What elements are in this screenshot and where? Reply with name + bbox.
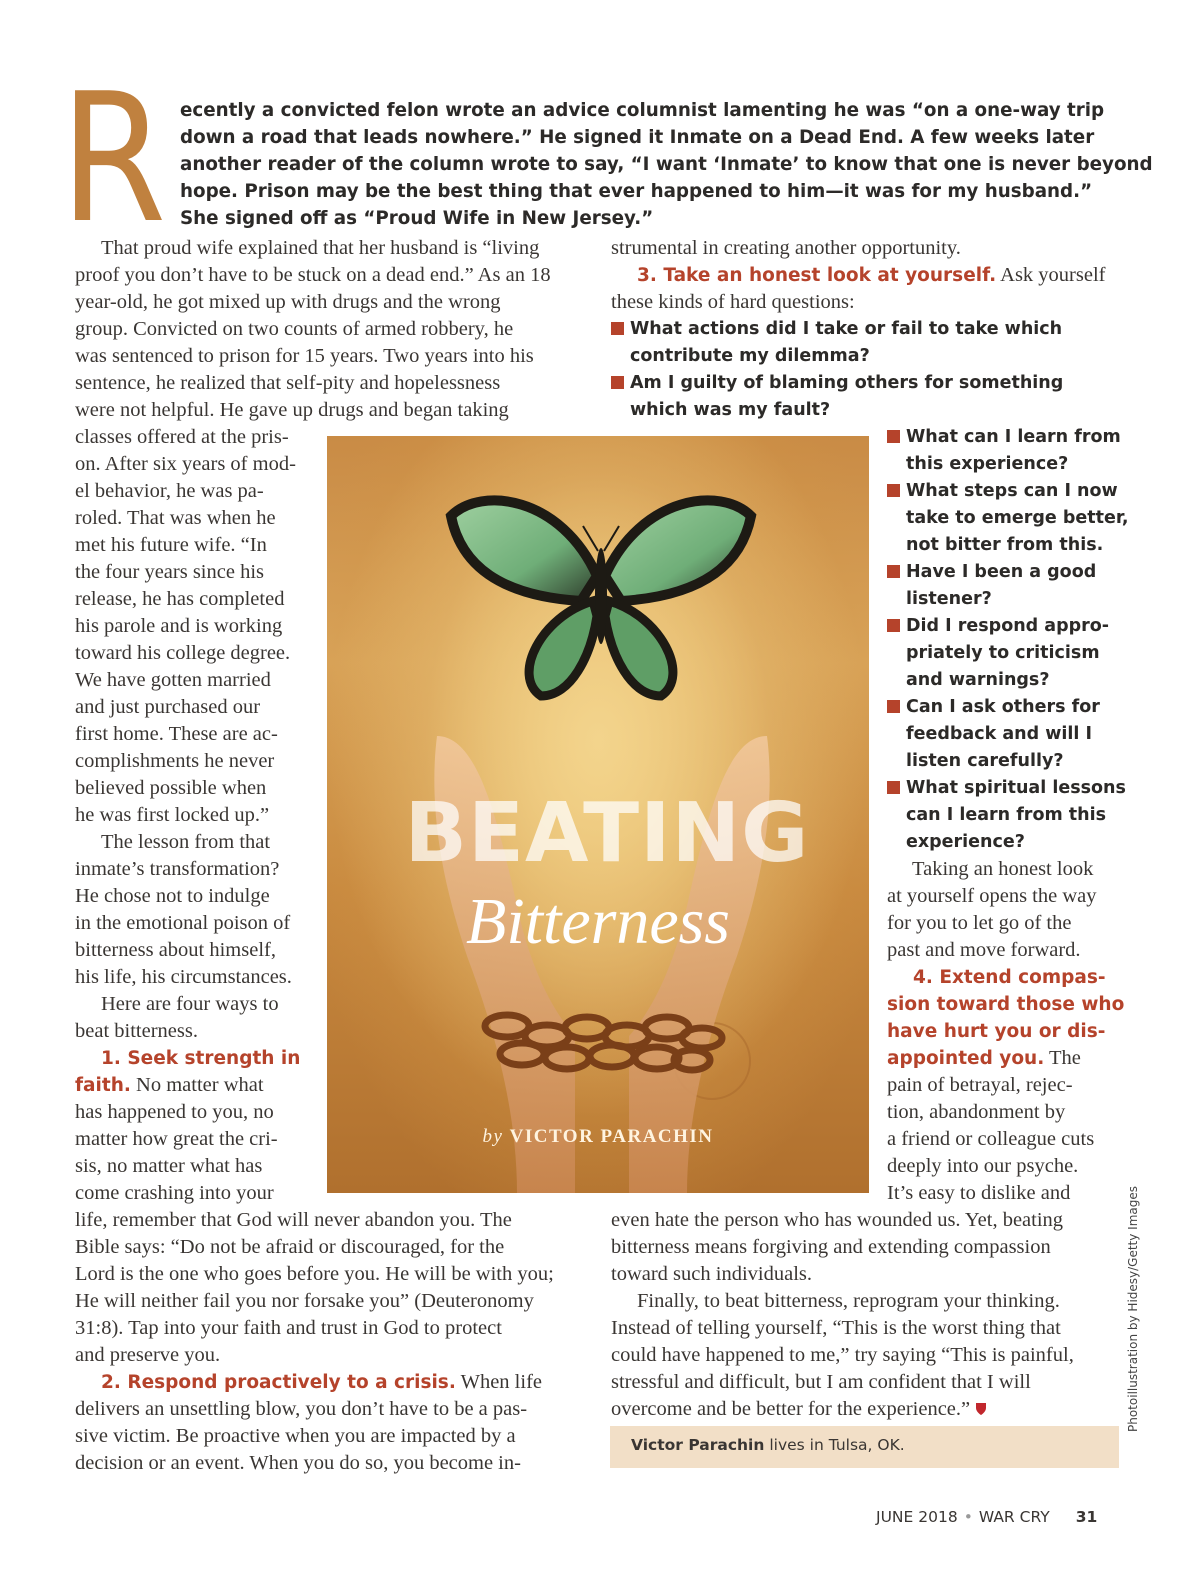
bullet-square-icon	[887, 700, 900, 713]
bio-name: Victor Parachin	[631, 1436, 765, 1454]
bullet-item: What can I learn from	[887, 424, 1129, 451]
text-line: classes offered at the pris-	[75, 426, 289, 448]
text-line: stressful and difficult, but I am confident that I will	[611, 1371, 1031, 1393]
text-line: beat bitterness.	[75, 1020, 198, 1042]
author-name: VICTOR PARACHIN	[509, 1126, 714, 1147]
bullet-item-cont: listener?	[906, 589, 992, 609]
issue-date: JUNE 2018	[876, 1508, 958, 1526]
intro-line: ecently a convicted felon wrote an advice columnist lamenting he was “on a one-way trip	[180, 100, 1105, 121]
text-line: He will neither fail you nor forsake you” (Deuteronomy	[75, 1290, 534, 1312]
text-line: met his future wife. “In	[75, 534, 267, 556]
feature-illustration	[327, 436, 869, 1193]
heading-4-line	[887, 1018, 1129, 1045]
text-line: these kinds of hard questions:	[611, 291, 855, 313]
text-line: sis, no matter what has	[75, 1155, 263, 1177]
text-line: year-old, he got mixed up with drugs and the wrong	[75, 291, 501, 313]
drop-cap: R	[60, 55, 167, 262]
heading-4-line	[887, 1045, 1129, 1072]
text-line: 31:8). Tap into your faith and trust in God to protect	[75, 1317, 502, 1339]
bullet-item: Have I been a good	[887, 559, 1129, 586]
text-line: overcome and be better for the experience.”	[611, 1396, 1074, 1423]
heading-4: 4. Extend compas-	[913, 967, 1106, 988]
bullet-item-cont: take to emerge better,	[906, 508, 1129, 528]
right-column-top	[611, 235, 1105, 424]
text-line: were not helpful. He gave up drugs and began taking	[75, 399, 509, 421]
byline	[327, 1126, 869, 1148]
heading-1-text: No matter what	[130, 1074, 264, 1096]
text-line: the four years since his	[75, 561, 264, 583]
heading-4-line	[887, 964, 1129, 991]
text-line: He chose not to indulge	[75, 885, 270, 907]
author-bio-box	[610, 1426, 1119, 1468]
text-line: We have gotten married	[75, 669, 271, 691]
intro-line: hope. Prison may be the best thing that ever happened to him—it was for my husband.”	[180, 181, 1093, 202]
text-line: at yourself opens the way	[887, 885, 1097, 907]
page-footer	[876, 1508, 1097, 1526]
feature-subtitle: Bitterness	[466, 885, 730, 958]
bullet-item-cont: this experience?	[906, 454, 1069, 474]
text-line: Finally, to beat bitterness, reprogram your thinking.	[637, 1290, 1060, 1312]
text-line: could have happened to me,” try saying “This is painful,	[611, 1344, 1074, 1366]
text-line: life, remember that God will never abandon you. The	[75, 1209, 512, 1231]
heading-1-cont: faith.	[75, 1075, 131, 1096]
bullet-item-cont: which was my fault?	[630, 400, 831, 420]
text-line: Taking an honest look	[912, 858, 1094, 880]
text-line: Bible says: “Do not be afraid or discouraged, for the	[75, 1236, 505, 1258]
bullet-item-cont: feedback and will I	[906, 724, 1092, 744]
intro-line: down a road that leads nowhere.” He signed it Inmate on a Dead End. A few weeks later	[180, 127, 1095, 148]
bullet-item-cont: contribute my dilemma?	[630, 346, 870, 366]
heading-1: 1. Seek strength in	[101, 1048, 301, 1069]
text-line: bitterness means forgiving and extending compassion	[611, 1236, 1051, 1258]
bullet-item-cont: experience?	[906, 832, 1025, 852]
text-line: come crashing into your	[75, 1182, 274, 1204]
heading-2: 2. Respond proactively to a crisis.	[101, 1372, 456, 1393]
text-line: his parole and is working	[75, 615, 283, 637]
text-line: release, he has completed	[75, 588, 285, 610]
text-line: even hate the person who has wounded us. Yet, beating	[611, 1209, 1064, 1231]
page-number: 31	[1075, 1508, 1098, 1526]
text-line: past and move forward.	[887, 939, 1081, 961]
heading-4-line	[887, 991, 1129, 1018]
text-line: The lesson from that	[101, 831, 271, 853]
text-line: complishments he never	[75, 750, 275, 772]
bullet-item-cont: listen carefully?	[906, 751, 1064, 771]
text-line: tion, abandonment by	[887, 1101, 1066, 1123]
bullet-square-icon	[611, 322, 624, 335]
right-column-narrow	[887, 424, 1129, 1207]
text-line: deeply into our psyche.	[887, 1155, 1079, 1177]
feature-title: BEATING	[404, 786, 810, 881]
intro-line: She signed off as “Proud Wife in New Jersey.”	[180, 208, 654, 229]
text-line: pain of betrayal, rejec-	[887, 1074, 1073, 1096]
bullet-square-icon	[887, 484, 900, 497]
bio-text: lives in Tulsa, OK.	[764, 1436, 905, 1454]
text-line: roled. That was when he	[75, 507, 276, 529]
bullet-square-icon	[611, 376, 624, 389]
left-column-top	[75, 235, 551, 424]
text-line: toward his college degree.	[75, 642, 291, 664]
bullet-item-cont: and warnings?	[906, 670, 1050, 690]
bullet-item: What steps can I now	[887, 478, 1129, 505]
text-line: on. After six years of mod-	[75, 453, 296, 475]
intro-paragraph	[180, 100, 1153, 235]
bullet-square-icon	[887, 619, 900, 632]
bullet-item-cont: can I learn from this	[906, 805, 1107, 825]
text-line: inmate’s transformation?	[75, 858, 280, 880]
bullet-item: What actions did I take or fail to take which	[611, 316, 1105, 343]
author-bio	[631, 1436, 905, 1454]
bullet-item: Did I respond appro-	[887, 613, 1129, 640]
bullet-item: Am I guilty of blaming others for something	[611, 370, 1105, 397]
heading-2-line	[75, 1369, 554, 1396]
bullet-dot-icon: •	[963, 1508, 973, 1526]
text-line: matter how great the cri-	[75, 1128, 278, 1150]
text-line: That proud wife explained that her husband is “living	[101, 237, 540, 259]
heading-2-text: When life	[455, 1371, 543, 1393]
text-line: strumental in creating another opportunity.	[611, 237, 961, 259]
bullet-item: What spiritual lessons	[887, 775, 1129, 802]
text-line: delivers an unsettling blow, you don’t have to be a pas-	[75, 1398, 528, 1420]
text-line: toward such individuals.	[611, 1263, 812, 1285]
text-line: for you to let go of the	[887, 912, 1072, 934]
text-line: Here are four ways to	[101, 993, 279, 1015]
text-line: he was first locked up.”	[75, 804, 270, 826]
heading-4-cont: appointed you.	[887, 1048, 1045, 1069]
text-line: el behavior, he was pa-	[75, 480, 264, 502]
text-line: and preserve you.	[75, 1344, 221, 1366]
text-line: group. Convicted on two counts of armed robbery, he	[75, 318, 514, 340]
text-line: his life, his circumstances.	[75, 966, 292, 988]
text-line: has happened to you, no	[75, 1101, 274, 1123]
text-line: decision or an event. When you do so, you become in-	[75, 1452, 521, 1474]
text-line: a friend or colleague cuts	[887, 1128, 1095, 1150]
text-line: It’s easy to dislike and	[887, 1182, 1071, 1204]
bullet-square-icon	[887, 430, 900, 443]
text-line: believed possible when	[75, 777, 267, 799]
bullet-item-cont: priately to criticism	[906, 643, 1100, 663]
text-line: first home. These are ac-	[75, 723, 278, 745]
bullet-square-icon	[887, 781, 900, 794]
heading-3: 3. Take an honest look at yourself.	[637, 265, 997, 286]
text-line: Lord is the one who goes before you. He will be with you;	[75, 1263, 554, 1285]
bullet-square-icon	[887, 565, 900, 578]
right-column-bottom	[611, 1207, 1074, 1423]
text-line: sentence, he realized that self-pity and hopelessness	[75, 372, 501, 394]
text-line: was sentenced to prison for 15 years. Two years into his	[75, 345, 534, 367]
intro-line: another reader of the column wrote to say, “I want ‘Inmate’ to know that one is never beyond	[180, 154, 1153, 175]
heading-4-cont: sion toward those who	[887, 994, 1125, 1015]
text-line: proof you don’t have to be stuck on a dead end.” As an 18	[75, 264, 551, 286]
heading-4-text: The	[1044, 1047, 1081, 1069]
magazine-name: WAR CRY	[978, 1508, 1050, 1526]
photo-credit: Photoillustration by Hidesy/Getty Images	[1126, 1185, 1140, 1432]
text-line: Instead of telling yourself, “This is the worst thing that	[611, 1317, 1061, 1339]
bullet-item: Can I ask others for	[887, 694, 1129, 721]
end-mark-shield-icon	[975, 1402, 987, 1416]
byline-prefix: by	[482, 1126, 504, 1147]
text-line: in the emotional poison of	[75, 912, 291, 934]
heading-3-line	[611, 262, 1105, 289]
text-line: sive victim. Be proactive when you are impacted by a	[75, 1425, 516, 1447]
text-line: bitterness about himself,	[75, 939, 276, 961]
text-line: and just purchased our	[75, 696, 261, 718]
bullet-item-cont: not bitter from this.	[906, 535, 1104, 555]
heading-4-cont: have hurt you or dis-	[887, 1021, 1106, 1042]
heading-3-text: Ask yourself	[996, 264, 1106, 286]
